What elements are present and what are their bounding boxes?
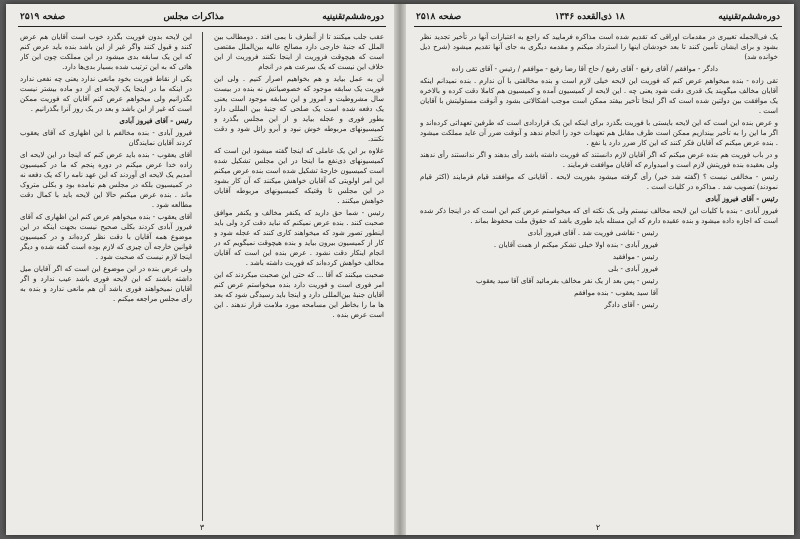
- exchange-line: رئیس - پس بعد از یک نفر مخالف بفرمائید آقای آقا سید یعقوب: [476, 277, 658, 285]
- right-page-header: [416, 10, 780, 24]
- left-header-title: مذاکرات مجلس: [163, 12, 225, 22]
- left-footer-mark: ۳: [199, 523, 205, 532]
- right-header-session: دوره‌ششم‌تقنینیه: [718, 12, 780, 22]
- paragraph: این لایحه بدون فوریت بگذرد خوب است آقایان هم عرض کنند و قبول کنند واگر غیر از این باشد بنده باید عرض کنم که این یک سابقه بدی میشود در این مملکت چون این کار هائی که به این ترتیب شده بسیار بدی‌ها دارد.: [20, 33, 192, 71]
- paragraph: تقی زاده - بنده میخواهم عرض کنم که فوریت این لایحه خیلی لازم است و بنده مخالفتی با آن ندارم . بنده نمیدانم اینکه آقایان مخالف میگویند یک قدری دقت شود یعنی چه . این لایحه از کمیسیون آمده و کمیسیون هم کاملا دقت کرده و بالاخره یک موافقت بین دولتین شده است که اگر اینجا تأخیر بیفتد ممکن است موجب اشکالاتی بشود و آنوقت مسئولیتش با آقایان است .: [420, 77, 778, 115]
- paragraph: صحبت میکنند که آقا ... که حتی این صحبت میکردند که این امر فوری است و فوریت دارد بنده میخواستم عرض کنم آقایان جنبهٔ بین‌المللی دارد و اینجا باید رسیدگی شود که بعد ها ما را بخاطر این مسامحه مورد ملامت قرار ندهند . این است عرض بنده .: [214, 271, 384, 319]
- closing-exchange: [420, 228, 778, 310]
- paragraph: ولی عرض بنده در این موضوع این است که اگر آقایان میل داشته باشند که این لایحه فوری باشد عیب ندارد و اگر آقایان نمیخواهند فوری باشد آن هم مانعی ندارد و بنده به رأی مجلس مراجعه میکنم .: [20, 265, 192, 303]
- exchange-line: رئیس - نقاشی فوریت شد . آقای فیروز آبادی: [527, 229, 658, 237]
- column-divider: [202, 32, 203, 521]
- paragraph: آقای یعقوب - بنده باید عرض کنم که اینجا در این لایحه ای زاده خدا عرض میکنم در دوره پنجم که ما در کمیسیون آمدیم یک لایحه ای آوردند که این عهد نامه را که یک دفعه نه در کمیسیون بلکه در مجلس هم نیامده بود و بکلی متروک ماند . بنده عرض میکنم حالا این لایحه باید با کمال دقت مطالعه شود .: [20, 151, 192, 209]
- paragraph: آقای یعقوب - بنده میخواهم عرض کنم این اظهاری که آقای فیروز آبادی کردند بکلی صحیح نیست بجهت اینکه در این موضوع همه آقایان با دقت نظر کرده‌اند و در کمیسیون قوانین خارجه آن چیزی که لازم بوده است گفته شده و دیگر اینجا لازم نیست که صحبت شود .: [20, 213, 192, 261]
- vote-list: دادگر - موافقم / آقای رفیع - آقای رفیع / حاج آقا رضا رفیع - موافقم / رئیس - آقای تقی زاده: [451, 65, 718, 73]
- left-header-page-number: صفحه ۲۵۱۹: [20, 12, 66, 22]
- left-header-rule: [18, 26, 386, 27]
- paragraph: یک فی‌الجمله تغییری در مقدمات اوراقی که تقدیم شده است مذاکره فرمایید که راجع به اعتبارات آنها در تأخیر تجدید نظر بشود و برای ایشان تأمین کنند تا بعد خودشان اینها را استرداد میکنم و مقدمه دیگری به‌ جای آنها تقدیم میشود (شرح ذیل خوانده شد): [420, 33, 778, 61]
- paragraph: یکی از نقاط فوریت بخود مانعی ندارد یعنی چه نفعی ندارد در اینکه ما در اینجا یک لایحه ای از دو ماده بیشتر نیست بگذرانیم ولی میخواهم عرض کنم آقایان که فوریت ممکن است که غیر از این باشد و بعد در یک روز آنرا بگذرانیم .: [20, 75, 192, 113]
- paragraph: آن به‌ عمل بیاید و هم بخواهیم اصرار کنیم . ولی این فوریت یک سابقه موجود که خصوصیاتش نه بنده در بیست سال مشروطیت و امروز و این سابقه موجود است یعنی یک دفعه شده است یک صلحی که جنبهٔ بین المللی دارد بطور فوری و عجله بیاید و از این مجلس بگذرد و کمیسیونهای مربوطه خوش نبود و آبرو زائل شود و دقت نکنند.: [214, 75, 384, 143]
- paragraph: و در باب فوریت هم بنده عرض میکنم که اگر آقایان لازم دانستند که فوریت داشته باشد رأی بدهند و اگر ندانستند رأی ندهند ولی بعقیده بنده فوریتش لازم است و امیدوارم که آقایان موافقت فرمایند .: [420, 151, 778, 169]
- paragraph: علاوه بر این یک عاملی که اینجا گفته میشود این است که کمیسیونهای ذی‌نفع ما اینجا در این مجلس تشکیل شده است کمیسیون خارجهٔ تشکیل شده است بنده عرض میکنم این امر اولویتی که آقایان خواهش میکنند که آن کار بشود در این مجلس تا وقتیکه کمیسیونهای مربوطه آقایان خواهش میکنند .: [214, 147, 384, 205]
- paragraph: فیروز آبادی - بنده مخالفم با این اظهاری که آقای یعقوب کردند آقایان نمایندگان: [20, 129, 192, 147]
- speaker-line: رئیس - آقای فیروز آبادی: [119, 116, 192, 125]
- exchange-line: فیروز آبادی - بنده اولا خیلی تشکر میکنم از همت آقایان .: [493, 241, 658, 249]
- right-header-date: ۱۸ ذی‌القعده ۱۳۴۶: [554, 12, 625, 22]
- exchange-line: رئیس - موافقید: [612, 253, 658, 261]
- paragraph: عقب جلب میکنند تا از آنطرف نا بمی افتد . دو‌مطالب بین الملل که جنبهٔ خارجی دارد مصالح عالیه بین‌الملل مقتضی است که هیچوقت فروریت از اینجا نکنند فروریت از این خلاف این نیست که یک سرعت هم در انجام: [214, 33, 384, 71]
- right-page-column: [420, 32, 778, 521]
- paragraph: رئیس - شما حق دارید که یکنفر مخالف و یکنفر موافق صحبت کنند . بنده عرض نمیکنم که نباید دقت کرد ولی باید اینطور تصور شود که میخواهند کاری کنند که عجله شود و کار از کمیسیون بیرون بیاید و بنده هیچوقت نمیگویم که در انجام اینکار دقت نشود . عرض بنده این است که آقایان مخالف خواهش کرده‌اند که فوریت داشته باشد .: [214, 209, 384, 267]
- left-page: [6, 4, 398, 535]
- left-page-right-column: [214, 32, 384, 521]
- right-header-page-number: صفحه ۲۵۱۸: [416, 12, 462, 22]
- speaker-line: رئیس - آقای فیروز آبادی: [705, 194, 778, 203]
- right-page: [402, 4, 794, 535]
- book-spread: [6, 4, 794, 535]
- exchange-line: رئیس - آقای دادگر: [604, 301, 658, 309]
- left-header-session: دوره‌ششم‌تقنینیه: [322, 12, 384, 22]
- exchange-line: فیروز آبادی - بلی: [608, 265, 658, 273]
- left-page-header: [20, 10, 384, 24]
- paragraph: رئیس - مخالفی نیست ؟ (گفته شد خیر) رأی گرفته میشود بفوریت لایحه . آقایانی که موافقند قیام فرمایند (اکثر قیام نمودند) تصویب شد . مذاکره در کلیات است .: [420, 173, 778, 191]
- right-footer-mark: ۲: [595, 523, 601, 532]
- paragraph: و عرض بنده این است که این لایحه بایستی با فوریت بگذرد برای اینکه این یک قراردادی است که طرفین تعهداتی کرده‌اند و اگر ما این را به تأخیر بیندازیم ممکن است طرف مقابل هم تعهدات خود را انجام ندهد و آنوقت ضرر آن عاید مملکت میشود . بنده عرض میکنم که آقایان فکر کنند که این کار ضرر دارد یا نفع .: [420, 119, 778, 147]
- left-page-left-column: [20, 32, 192, 521]
- paragraph: فیروز آبادی - بنده با کلیات این لایحه مخالف نیستم ولی یک نکته ای که میخواستم عرض کنم این است که در اینجا ذکر شده است که اجازه داده میشود و بنده عقیده دارم که این مسئله باید طوری باشد که حقوق ملت محفوظ بماند .: [420, 207, 778, 225]
- exchange-line: آقا سید یعقوب - بنده موافقم: [574, 289, 658, 297]
- right-header-rule: [414, 26, 782, 27]
